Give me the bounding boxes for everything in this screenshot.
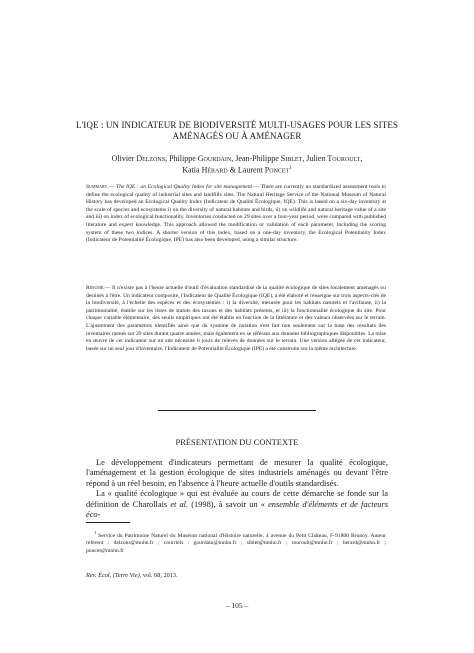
summary-dash: .— [107, 184, 116, 190]
author-separator: , [165, 154, 170, 163]
body-p2-mid: (1998), à savoir un « [188, 499, 269, 509]
author-separator: & [227, 165, 238, 175]
author-separator: , [360, 154, 363, 163]
author-first-name: Laurent [237, 165, 265, 175]
journal-reference [86, 572, 178, 580]
footnote-body: Service du Patrimoine Naturel du Muséum national d'Histoire naturelle, 4 avenue du Petit Château, F-91800 Brunoy. Auteur référent : delzons@mnhn.fr ; courriels : gourdain@mnhn.fr ; siblet@mnhn.fr ; touroult@mnhn.fr ; herard@mnhn.fr ; poncet@mnhn.fr [86, 532, 386, 555]
body-paragraph-2 [86, 489, 388, 520]
section-heading: PRÉSENTATION DU CONTEXTE [175, 437, 299, 447]
author-first-name: Julien [306, 154, 328, 163]
authors-line-2 [40, 164, 434, 176]
author-last-name: Hérard [201, 165, 228, 175]
title-line-1: L'IQE : UN INDICATEUR DE BIODIVERSITÉ MULTI-USAGES POUR LES SITES [75, 120, 399, 130]
resume-label: Résumé [86, 285, 104, 291]
resume-abstract [86, 285, 386, 353]
summary-label: Summary [86, 184, 108, 190]
footnote-mark: 1 [94, 530, 97, 535]
author-first-name: Philippe [169, 154, 198, 163]
author-last-name: Siblet [280, 154, 303, 163]
author-first-name: Jean-Philippe [235, 154, 281, 163]
author-separator: , [231, 154, 236, 163]
author-last-name: Delzons [136, 154, 166, 163]
article-title [40, 120, 434, 142]
author-first-name: Olivier [111, 154, 137, 163]
summary-text: .— There are currently no standardized assessment tools to define the ecological quality of industrial sites and landfills sites. The Natural Heritage Service of the National Museum of Natural History has developed an Ecological Quality Index (Indicateur de Qualité Écologique, IQE). This is based on a six-day inventory at the scale of species and ecosystems i) on the diversity of natural habitats and birds, ii) on wildlife and natural heritage value of a site and iii) on index of ecological functionality. Inventories conducted on 29 sites over a four-year period, were compared with published literature and expert knowledge. This approach allowed the modification or validation of each parameter, including the scoring system of these two indices. A shorter version of this index, based on a one-day inventory, the Ecological Potentiality Index (Indicateur de Potentialité Écologique, IPE) has also been developed, using a similar structure. [86, 184, 387, 244]
journal-volume: , vol. 68, 2013. [139, 572, 178, 579]
author-last-name: Touroult [327, 154, 361, 163]
journal-name: Rev. Écol. (Terre Vie) [86, 572, 140, 579]
author-footnote-mark: 1 [289, 166, 292, 171]
summary-title: The IQE : an Ecological Quality Index for site management [115, 184, 253, 190]
author-list [40, 154, 434, 176]
body-text [86, 458, 388, 520]
body-p2-quote: ensemble d'éléments et de facteurs éco- [86, 499, 389, 520]
footnote-divider [86, 522, 130, 523]
author-first-name: Katia [182, 165, 202, 175]
title-line-2: AMÉNAGÉS OU À AMÉNAGER [172, 131, 302, 141]
author-separator: , [302, 154, 307, 163]
authors-line-1 [40, 154, 434, 164]
footnote [86, 529, 386, 556]
page-number: – 105 – [225, 601, 249, 610]
body-paragraph-1: Le développement d'indicateurs permettant de mesurer la qualité écologique, l'aménagement et la gestion écologique de sites industriels aménagés ou devant l'être répond à un réel besoin, en l'absence à l'heure actuelle d'outils standardisés. [86, 458, 388, 488]
author-last-name: Poncet [264, 165, 290, 175]
body-p2-start: La « qualité écologique » qui est évaluée au cours de cette démarche se fonde sur la définition de Charollais [86, 489, 388, 509]
summary-abstract [86, 184, 386, 245]
footnote-text [86, 529, 386, 556]
resume-text: .— Il n'existe pas à l'heure actuelle d'outil d'évaluation standardisé de la qualité écologique de sites localement aménagés ou destinés à l'être. Un indicateur composite, l'Indicateur de Qualité Écologique (IQE), a été élaboré et renseigne sur trois aspects-clés de la biodiversité, à l'échelle des espèces et des écosystèmes : i) la diversité, mesurée pour les habitats naturels et l'avifaune, ii) la patrimonialité, établie sur les listes de statuts des taxons et des habitats présents, et iii) la fonctionnalité écologique du site. Pour chaque variable élémentaire, des seuils empiriques ont été établis en fonction de la littérature et des valeurs observées sur le terrain. L'ajustement des paramètres identifiés ainsi que du système de notation s'est fait non seulement sur la base des résultats des inventaires menés sur 29 sites durant quatre années, mais également en se référant aux données bibliographiques disponibles. La mise en œuvre de cet indicateur sur un site nécessite 6 jours de relevés de données sur le terrain. Une version allégée de cet indicateur, basée sur un seul jour d'inventaire, l'Indicateur de Potentialité Écologique (IPE) a été construite sur la même architecture. [86, 285, 386, 352]
body-p2-etal: et al. [170, 499, 189, 509]
author-last-name: Gourdain [197, 154, 232, 163]
section-divider [158, 410, 316, 411]
